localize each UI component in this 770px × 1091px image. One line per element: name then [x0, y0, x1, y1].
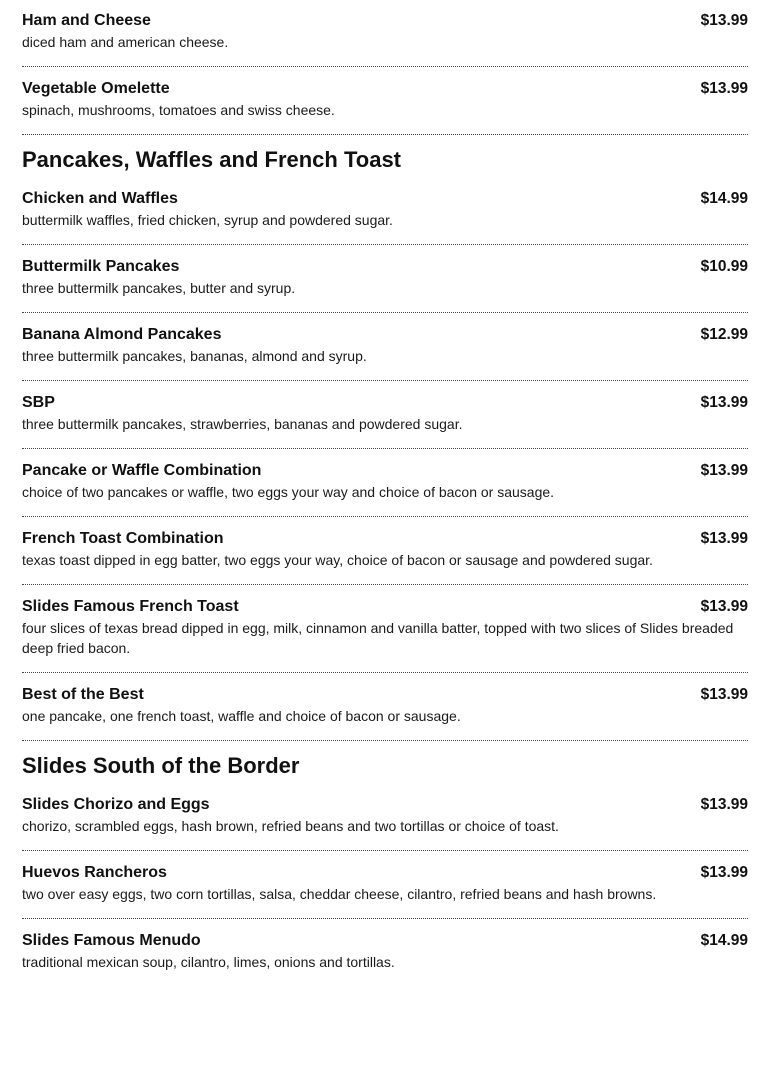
section-title: Pancakes, Waffles and French Toast — [22, 147, 402, 172]
menu-item — [22, 381, 748, 449]
menu-item-name: SBP — [22, 394, 55, 411]
menu-item-price: $13.99 — [700, 462, 748, 479]
menu-item-header — [22, 257, 748, 277]
menu-item-name: Banana Almond Pancakes — [22, 326, 222, 343]
menu-item-price: $13.99 — [700, 12, 748, 29]
menu-item — [22, 851, 748, 919]
menu-item-name: Best of the Best — [22, 686, 144, 703]
menu-item-price: $13.99 — [700, 598, 748, 615]
menu-item-price: $13.99 — [700, 686, 748, 703]
menu-item-header — [22, 461, 748, 481]
menu-item-price: $13.99 — [700, 394, 748, 411]
menu-item-description: buttermilk waffles, fried chicken, syrup and powdered sugar. — [22, 212, 393, 228]
menu-item-price: $10.99 — [700, 258, 748, 275]
section-title: Slides South of the Border — [22, 753, 300, 778]
menu-item-price: $13.99 — [700, 80, 748, 97]
menu-item — [22, 783, 748, 851]
menu-item-header — [22, 931, 748, 951]
menu-item — [22, 177, 748, 245]
menu-item-name: Slides Famous Menudo — [22, 932, 201, 949]
menu-item-price: $14.99 — [700, 932, 748, 949]
menu-item-header — [22, 529, 748, 549]
menu-item — [22, 919, 748, 986]
menu-item — [22, 449, 748, 517]
menu-item-header — [22, 79, 748, 99]
menu-item-price: $13.99 — [700, 864, 748, 881]
menu-item — [22, 67, 748, 135]
menu-item-price: $12.99 — [700, 326, 748, 343]
menu-item-price: $13.99 — [700, 530, 748, 547]
menu-item-name: Chicken and Waffles — [22, 190, 178, 207]
menu-item — [22, 585, 748, 673]
menu-item-description: diced ham and american cheese. — [22, 34, 229, 50]
menu-item-price: $13.99 — [700, 796, 748, 813]
menu-item-description: three buttermilk pancakes, butter and syrup. — [22, 280, 296, 296]
menu-section — [22, 0, 748, 135]
menu-item — [22, 245, 748, 313]
menu-section — [22, 752, 748, 986]
menu-item-name: Vegetable Omelette — [22, 80, 170, 97]
menu-item — [22, 517, 748, 585]
menu-item-header — [22, 11, 748, 31]
menu-item-description: four slices of texas bread dipped in egg, milk, cinnamon and vanilla batter, topped with two slices of Slides breaded deep fried bacon. — [22, 620, 734, 656]
menu-item-price: $14.99 — [700, 190, 748, 207]
menu-item-name: Pancake or Waffle Combination — [22, 462, 262, 479]
menu-item-description: chorizo, scrambled eggs, hash brown, refried beans and two tortillas or choice of toast. — [22, 818, 559, 834]
menu-item-description: texas toast dipped in egg batter, two eggs your way, choice of bacon or sausage and powdered sugar. — [22, 552, 653, 568]
menu-item-name: French Toast Combination — [22, 530, 224, 547]
menu-item-description: spinach, mushrooms, tomatoes and swiss cheese. — [22, 102, 335, 118]
menu-item-header — [22, 597, 748, 617]
menu-item-header — [22, 189, 748, 209]
menu-item-description: one pancake, one french toast, waffle and choice of bacon or sausage. — [22, 708, 461, 724]
menu-item-header — [22, 863, 748, 883]
menu-item-description: choice of two pancakes or waffle, two eggs your way and choice of bacon or sausage. — [22, 484, 555, 500]
menu-item-header — [22, 795, 748, 815]
menu-item-header — [22, 325, 748, 345]
menu-item-header — [22, 685, 748, 705]
menu-item-name: Buttermilk Pancakes — [22, 258, 180, 275]
menu-item-description: three buttermilk pancakes, strawberries, bananas and powdered sugar. — [22, 416, 463, 432]
menu-item-description: two over easy eggs, two corn tortillas, salsa, cheddar cheese, cilantro, refried beans and hash browns. — [22, 886, 657, 902]
menu-item — [22, 673, 748, 741]
menu-item-name: Huevos Rancheros — [22, 864, 167, 881]
menu-section — [22, 146, 748, 741]
menu-item-header — [22, 393, 748, 413]
menu-item-name: Slides Chorizo and Eggs — [22, 796, 210, 813]
menu-item — [22, 313, 748, 381]
menu-item-description: three buttermilk pancakes, bananas, almond and syrup. — [22, 348, 367, 364]
menu-item-name: Ham and Cheese — [22, 12, 151, 29]
menu-item-name: Slides Famous French Toast — [22, 598, 239, 615]
menu-item-description: traditional mexican soup, cilantro, limes, onions and tortillas. — [22, 954, 395, 970]
menu-item — [22, 0, 748, 67]
